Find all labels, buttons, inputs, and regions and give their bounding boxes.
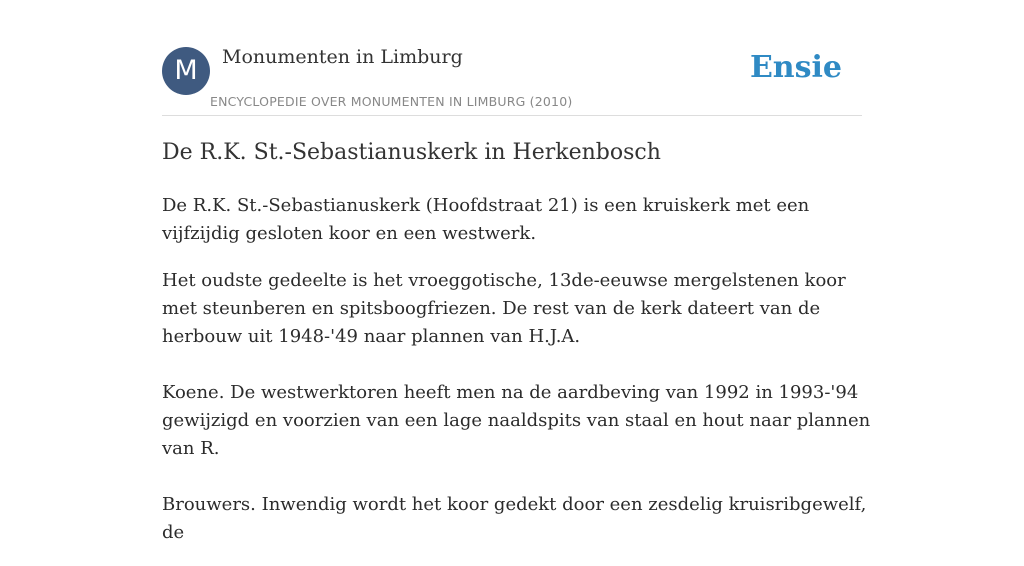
page-container <box>162 0 871 543</box>
source-subtitle: ENCYCLOPEDIE OVER MONUMENTEN IN LIMBURG (2010) <box>210 94 573 109</box>
paragraph: Het oudste gedeelte is het vroeggotische, 13de-eeuwse mergelstenen koor met steunberen en spitsboogfriezen. De rest van de kerk dateert van de herbouw uit 1948-'49 naar plannen van H.J.A. <box>162 270 846 347</box>
article-title: De R.K. St.-Sebastianuskerk in Herkenbosch <box>162 140 661 165</box>
source-title[interactable]: Monumenten in Limburg <box>222 46 463 68</box>
paragraph: De R.K. St.-Sebastianuskerk (Hoofdstraat 21) is een kruiskerk met een vijfzijdig gesloten koor en een westwerk. <box>162 195 810 244</box>
ensie-logo[interactable]: Ensie <box>749 50 842 85</box>
article-body <box>162 192 872 566</box>
source-header <box>162 0 862 116</box>
paragraph: Koene. De westwerktoren heeft men na de aardbeving van 1992 in 1993-'94 gewijzigd en voorzien van een lage naaldspits van staal en hout naar plannen van R. <box>162 382 871 459</box>
source-avatar[interactable]: M <box>162 47 210 95</box>
paragraph: Brouwers. Inwendig wordt het koor gedekt door een zesdelig kruisribgewelf, de <box>162 494 867 543</box>
